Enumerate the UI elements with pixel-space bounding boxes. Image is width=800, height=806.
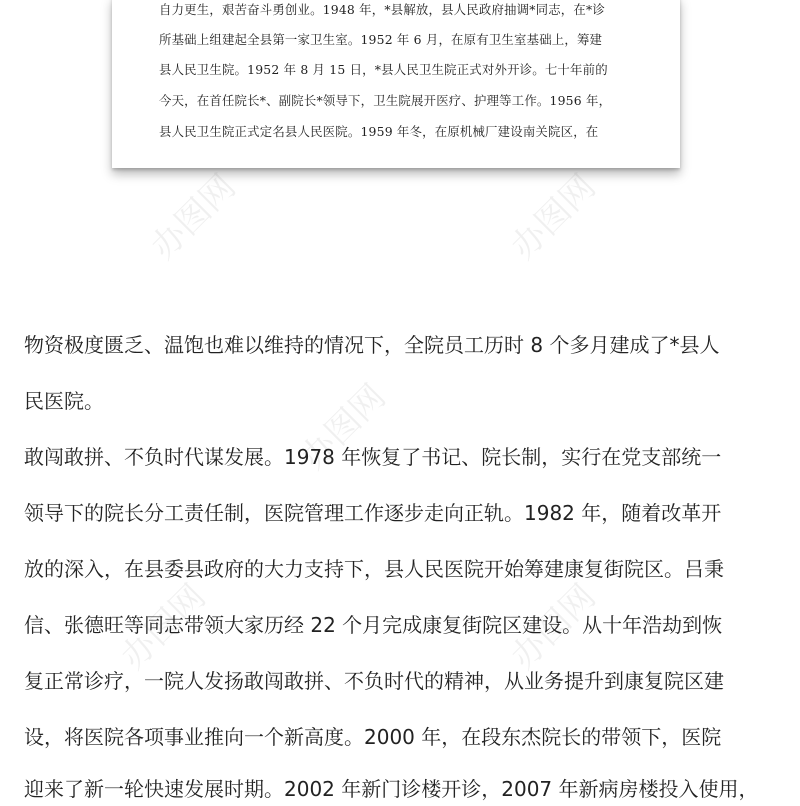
watermark: 办图网: [113, 576, 214, 678]
body-text-line: 物资极度匮乏、温饱也难以维持的情况下，全院员工历时 8 个多月建成了*县人: [24, 333, 720, 357]
body-text-line: 信、张德旺等同志带领大家历经 22 个月完成康复街院区建设。从十年浩劫到恢: [24, 613, 723, 637]
document-preview-card: [112, 0, 680, 168]
watermark: 办图网: [503, 576, 604, 678]
watermark: 办图网: [293, 376, 394, 478]
card-text-line: 今天，在首任院长*、副院长*领导下，卫生院展开医疗、护理等工作。1956 年，: [159, 93, 612, 108]
card-text-line: 自力更生，艰苦奋斗勇创业。1948 年，*县解放，县人民政府抽调*同志，在*诊: [159, 2, 605, 17]
body-text-line: 敢闯敢拼、不负时代谋发展。1978 年恢复了书记、院长制，实行在党支部统一: [24, 445, 722, 469]
body-text-line: 复正常诊疗，一院人发扬敢闯敢拼、不负时代的精神，从业务提升到康复院区建: [24, 669, 724, 693]
body-text-line: 民医院。: [24, 389, 104, 413]
body-text-line: 迎来了新一轮快速发展时期。2002 年新门诊楼开诊，2007 年新病房楼投入使用，: [24, 777, 759, 801]
watermark: 办图网: [503, 166, 604, 268]
body-text-line: 领导下的院长分工责任制，医院管理工作逐步走向正轨。1982 年，随着改革开: [24, 501, 722, 525]
watermark: 办图网: [143, 166, 244, 268]
body-text-line: 放的深入，在县委县政府的大力支持下，县人民医院开始筹建康复街院区。吕秉: [24, 557, 724, 581]
body-text-line: 设，将医院各项事业推向一个新高度。2000 年，在段东杰院长的带领下，医院: [24, 725, 722, 749]
card-text-line: 县人民卫生院正式定名县人民医院。1959 年冬，在原机械厂建设南关院区，在: [159, 124, 599, 139]
card-text-line: 所基础上组建起全县第一家卫生室。1952 年 6 月，在原有卫生室基础上，筹建: [159, 32, 603, 47]
card-text-line: 县人民卫生院。1952 年 8 月 15 日，*县人民卫生院正式对外开诊。七十年前的: [159, 62, 608, 77]
